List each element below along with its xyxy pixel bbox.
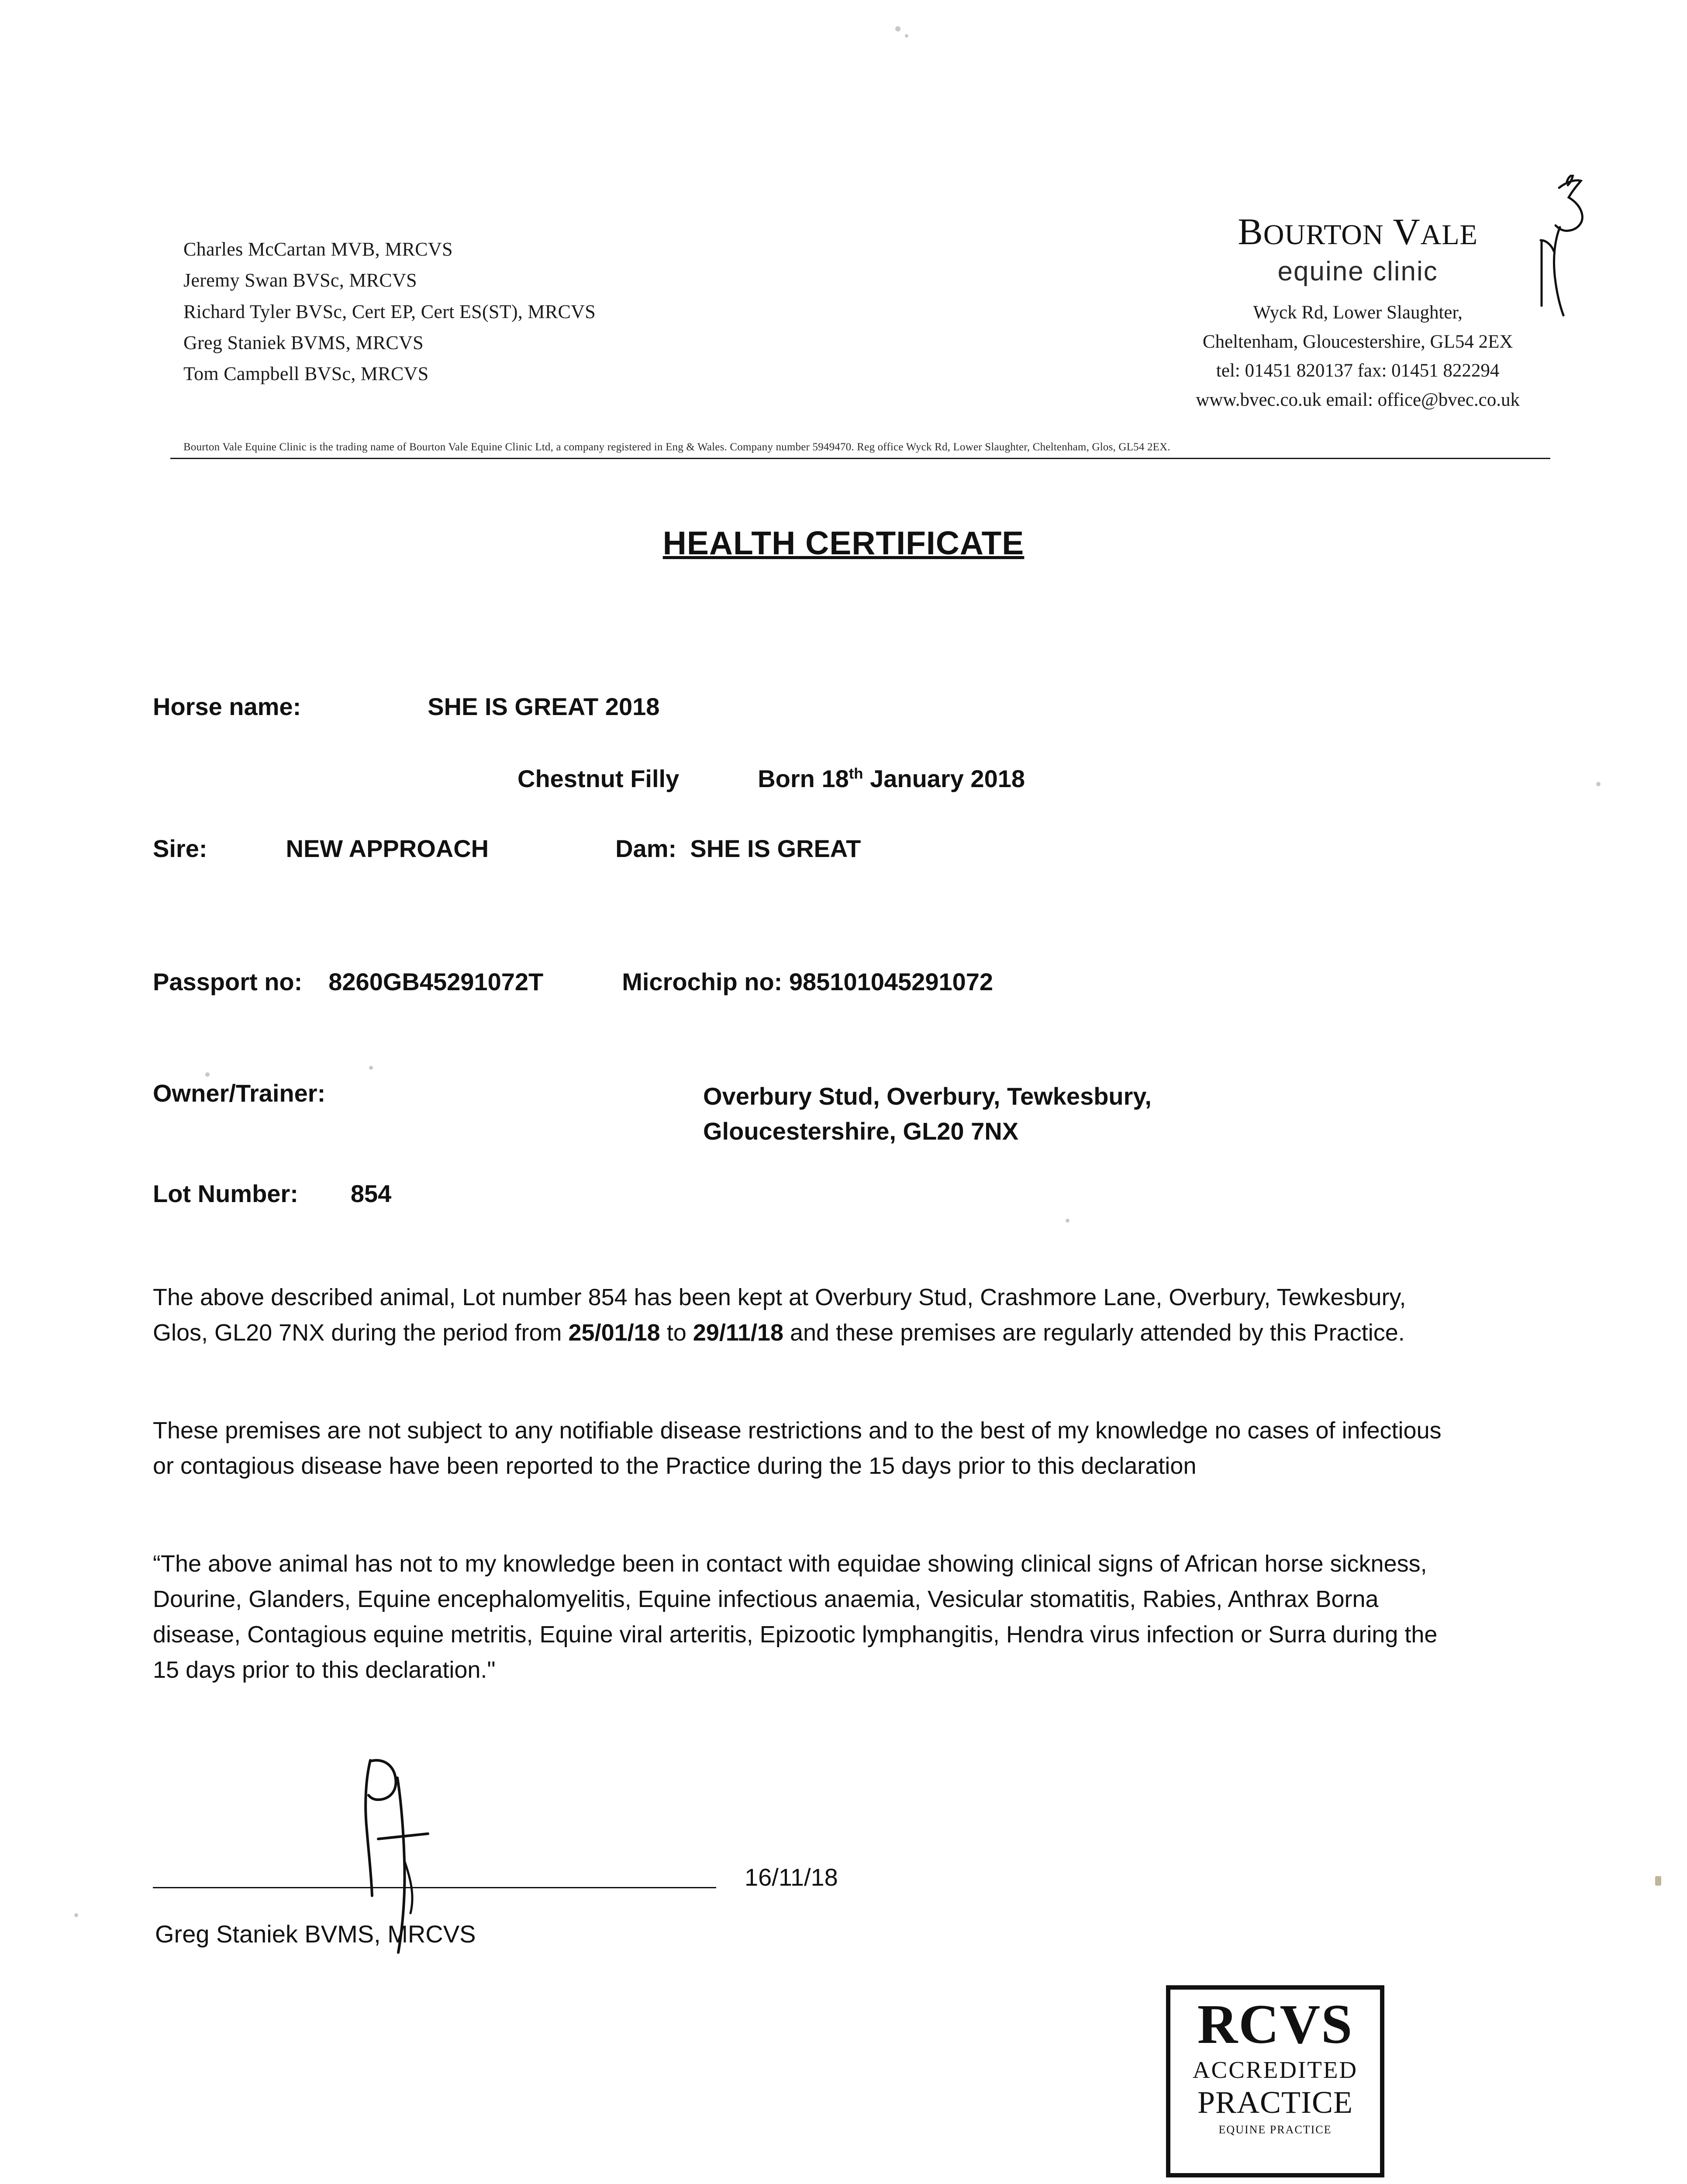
p1-part-b: to (660, 1320, 693, 1346)
rcvs-badge-equine: EQUINE PRACTICE (1218, 2123, 1332, 2136)
signatory-name: Greg Staniek BVMS, MRCVS (155, 1920, 476, 1948)
company-legal-note: Bourton Vale Equine Clinic is the trading name of Bourton Vale Equine Clinic Ltd, a company registered in Eng & Wales. Company number 5949470. Reg office Wyck Rd, Lower Slaughter, Cheltenham, Glos, GL54 2EX. (183, 441, 1170, 453)
lot-number-row (153, 1179, 391, 1208)
rcvs-accredited-practice-badge (1166, 1985, 1384, 2177)
clinic-name: BOURTON VALE (1238, 211, 1478, 252)
web-email-line: www.bvec.co.uk email: office@bvec.co.uk (1196, 389, 1520, 410)
page-title (0, 524, 1687, 562)
horse-head-logo-icon (1494, 175, 1594, 319)
paragraph-kept-at (153, 1280, 1463, 1351)
horse-description-row (517, 764, 1025, 793)
scan-speck (895, 26, 900, 31)
clinic-tagline: equine clinic (1277, 256, 1438, 287)
sire-label: Sire: (153, 835, 207, 862)
owner-trainer-address (703, 1079, 1152, 1148)
rcvs-badge-title: RCVS (1197, 1993, 1353, 2055)
scan-speck (1655, 1876, 1661, 1886)
horse-name-label: Horse name: (153, 693, 301, 720)
letterhead (183, 210, 1537, 415)
vet-name: Tom Campbell BVSc, MRCVS (183, 363, 429, 385)
rcvs-badge-accredited: ACCREDITED (1192, 2056, 1358, 2084)
vet-name: Jeremy Swan BVSc, MRCVS (183, 270, 417, 291)
period-to-date: 29/11/18 (693, 1320, 783, 1346)
passport-value: 8260GB45291072T (328, 968, 544, 995)
scan-speck (205, 1072, 210, 1077)
scan-speck (1596, 782, 1601, 786)
owner-address-line: Gloucestershire, GL20 7NX (703, 1117, 1019, 1145)
paragraph-no-restrictions: These premises are not subject to any notifiable disease restrictions and to the best of my knowledge no cases of infectious or contagious disease have been reported to the Practice during the 15 days prior to this declaration (153, 1417, 1442, 1479)
scan-speck (74, 1913, 78, 1917)
dam-value: SHE IS GREAT (690, 835, 861, 862)
vet-name: Greg Staniek BVMS, MRCVS (183, 332, 424, 353)
address-line: Wyck Rd, Lower Slaughter, (1253, 302, 1463, 323)
phone-line: tel: 01451 820137 fax: 01451 822294 (1216, 360, 1500, 381)
vet-name: Charles McCartan MVB, MRCVS (183, 238, 453, 260)
passport-microchip-row (153, 968, 993, 996)
microchip-label: Microchip no: (622, 968, 783, 995)
rcvs-badge-practice: PRACTICE (1197, 2085, 1353, 2120)
vet-name: Richard Tyler BVSc, Cert EP, Cert ES(ST), MRCVS (183, 301, 596, 322)
page-title-text: HEALTH CERTIFICATE (662, 525, 1025, 561)
horse-born-value: January 2018 (870, 765, 1025, 792)
passport-label: Passport no: (153, 968, 303, 995)
horse-born-label: Born 18 (758, 765, 849, 792)
clinic-identity (1196, 210, 1537, 415)
scan-speck (1066, 1219, 1069, 1223)
clinic-address (1196, 298, 1520, 415)
p1-part-a: The above described animal, Lot number 854 has been kept at Overbury Stud, Crashmore Lane, Overbury, Tewkesbury, Glos, GL20 7NX during the period from (153, 1284, 1406, 1346)
scan-speck (905, 34, 908, 38)
horse-colour-sex: Chestnut Filly (517, 765, 680, 792)
microchip-value: 985101045291072 (789, 968, 994, 995)
owner-address-line: Overbury Stud, Overbury, Tewkesbury, (703, 1082, 1152, 1110)
veterinarian-list (183, 210, 596, 389)
owner-trainer-label-wrap (153, 1079, 325, 1107)
lot-number-label: Lot Number: (153, 1180, 298, 1207)
p1-part-c: and these premises are regularly attended by this Practice. (783, 1320, 1405, 1346)
scan-speck (369, 1066, 373, 1070)
signature-date: 16/11/18 (745, 1863, 838, 1891)
period-from-date: 25/01/18 (568, 1320, 660, 1346)
dam-label: Dam: (615, 835, 677, 862)
born-ordinal-suffix: th (849, 765, 863, 782)
horse-name-value: SHE IS GREAT 2018 (428, 693, 660, 720)
paragraph-disease-declaration: “The above animal has not to my knowledge been in contact with equidae showing clinical signs of African horse sickness, Dourine, Glanders, Equine encephalomyelitis, Equine infectious anaemia, Vesicular stomatitis, Rabies, Anthrax Borna disease, Contagious equine metritis, Equine viral arteritis, Epizootic lymphangitis, Hendra virus infection or Surra during the 15 days prior to this declaration." (153, 1551, 1438, 1683)
lot-number-value: 854 (350, 1180, 392, 1207)
owner-trainer-label: Owner/Trainer: (153, 1079, 326, 1107)
sire-dam-row (153, 834, 861, 863)
horse-name-row (153, 692, 659, 721)
signature-line (153, 1887, 716, 1888)
address-line: Cheltenham, Gloucestershire, GL54 2EX (1202, 331, 1513, 352)
sire-value: NEW APPROACH (286, 835, 489, 862)
header-divider (170, 458, 1550, 459)
